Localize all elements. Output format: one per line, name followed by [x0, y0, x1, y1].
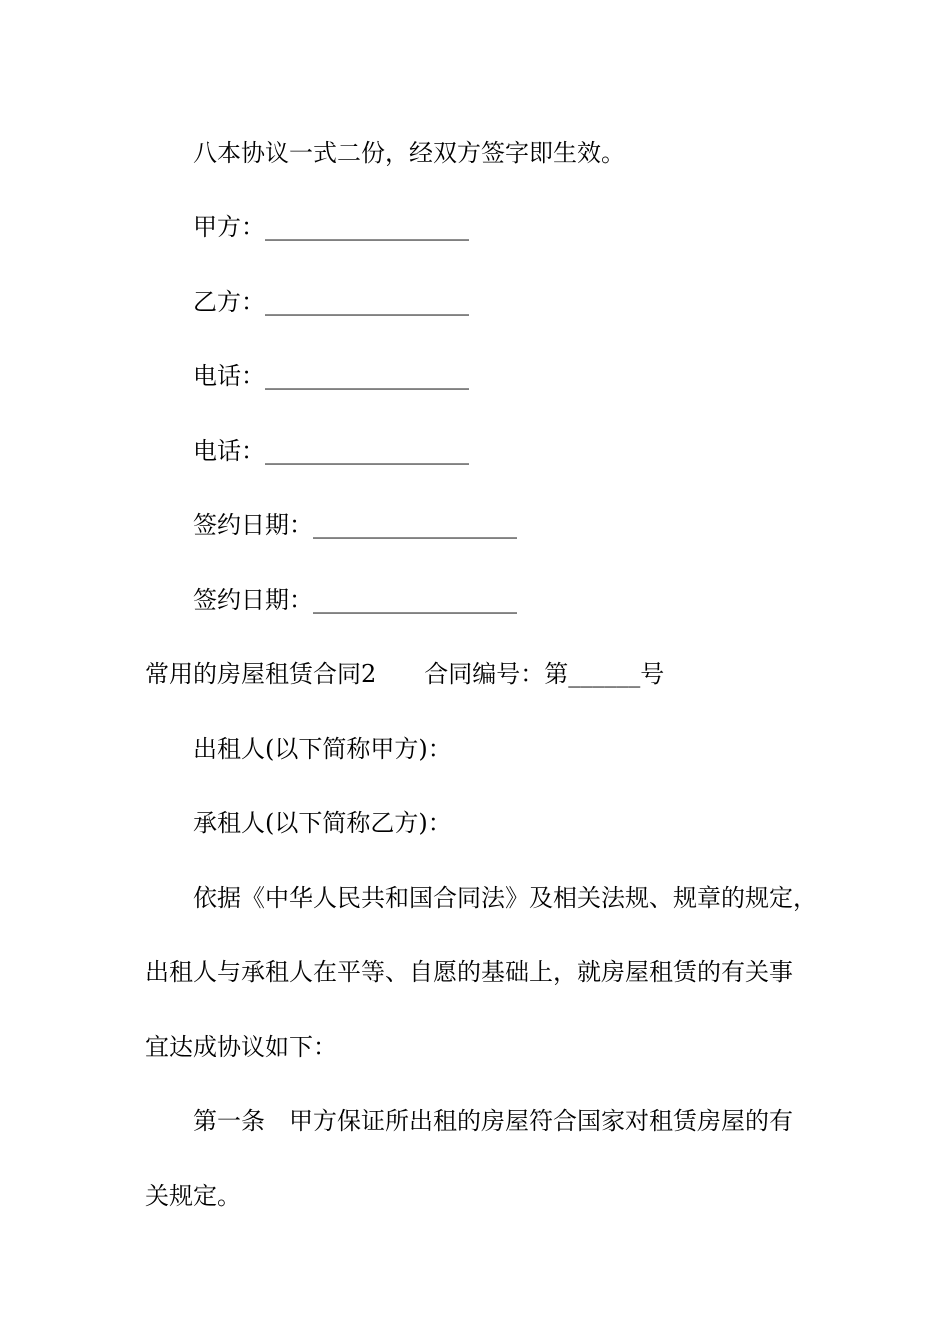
article-one-line-1: 第一条 甲方保证所出租的房屋符合国家对租赁房屋的有: [193, 1107, 793, 1135]
lessee-line: 承租人(以下简称乙方)：: [193, 809, 452, 837]
preamble-line-1: 依据《中华人民共和国合同法》及相关法规、规章的规定，: [193, 884, 817, 912]
party-a-signature-line: 甲方：_________________: [193, 213, 469, 241]
lessor-line: 出租人(以下简称甲方)：: [193, 735, 452, 763]
clause-effectiveness: 八本协议一式二份，经双方签字即生效。: [193, 139, 625, 167]
preamble-line-3: 宜达成协议如下：: [145, 1033, 337, 1061]
phone-line-2: 电话：_________________: [193, 437, 469, 465]
signing-date-line-1: 签约日期：_________________: [193, 511, 517, 539]
phone-line-1: 电话：_________________: [193, 362, 469, 390]
party-b-signature-line: 乙方：_________________: [193, 288, 469, 316]
article-one-line-2: 关规定。: [145, 1182, 241, 1210]
preamble-line-2: 出租人与承租人在平等、自愿的基础上，就房屋租赁的有关事: [145, 958, 793, 986]
signing-date-line-2: 签约日期：_________________: [193, 586, 517, 614]
contract-title-and-number: 常用的房屋租赁合同2 合同编号：第______号: [145, 660, 665, 688]
